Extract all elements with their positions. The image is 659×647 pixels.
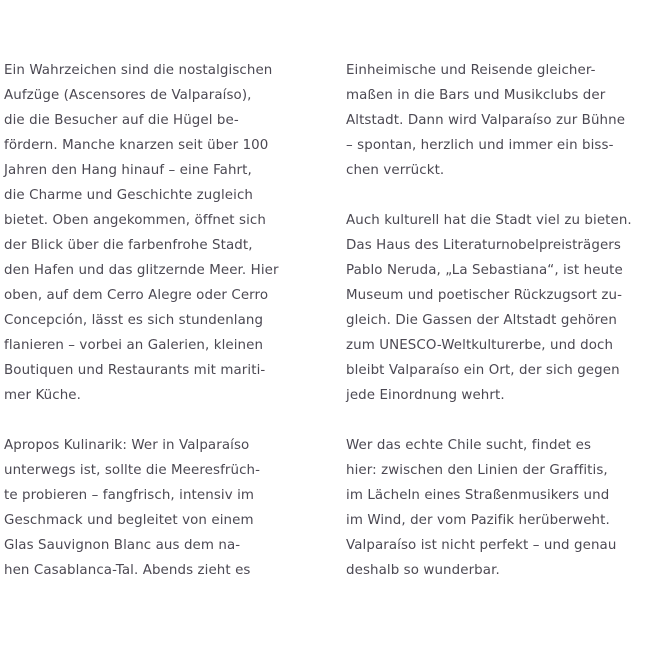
text-line: chen verrückt. bbox=[346, 163, 445, 178]
text-line: Ein Wahrzeichen sind die nostalgischen bbox=[4, 63, 273, 78]
paragraph-fazit bbox=[346, 433, 659, 583]
text-line: oben, auf dem Cerro Alegre oder Cerro bbox=[4, 288, 269, 303]
text-line: im Wind, der vom Pazifik herüberweht. bbox=[346, 513, 610, 528]
text-line: jede Einordnung wehrt. bbox=[346, 388, 505, 403]
text-line: Apropos Kulinarik: Wer in Valparaíso bbox=[4, 438, 250, 453]
text-line: maßen in die Bars und Musikclubs der bbox=[346, 88, 606, 103]
text-line: Boutiquen und Restaurants mit mariti- bbox=[4, 363, 266, 378]
text-column-left bbox=[4, 58, 334, 608]
text-line: Einheimische und Reisende gleicher- bbox=[346, 63, 596, 78]
text-line: te probieren – fangfrisch, intensiv im bbox=[4, 488, 255, 503]
text-line: Altstadt. Dann wird Valparaíso zur Bühne bbox=[346, 113, 626, 128]
text-line: – spontan, herzlich und immer ein biss- bbox=[346, 138, 614, 153]
paragraph-aufzuege bbox=[4, 58, 334, 408]
text-line: unterwegs ist, sollte die Meeresfrüch- bbox=[4, 463, 261, 478]
text-line: Auch kulturell hat die Stadt viel zu bieten. bbox=[346, 213, 632, 228]
paragraph-nachtleben bbox=[346, 58, 659, 183]
text-line: Pablo Neruda, „La Sebastiana“, ist heute bbox=[346, 263, 623, 278]
text-line: deshalb so wunderbar. bbox=[346, 563, 500, 578]
text-line: die die Besucher auf die Hügel be- bbox=[4, 113, 239, 128]
text-line: Das Haus des Literaturnobelpreisträgers bbox=[346, 238, 621, 253]
text-line: hen Casablanca-Tal. Abends zieht es bbox=[4, 563, 251, 578]
text-line: Wer das echte Chile sucht, findet es bbox=[346, 438, 592, 453]
text-line: fördern. Manche knarzen seit über 100 bbox=[4, 138, 269, 153]
text-line: den Hafen und das glitzernde Meer. Hier bbox=[4, 263, 279, 278]
text-line: die Charme und Geschichte zugleich bbox=[4, 188, 253, 203]
text-line: Glas Sauvignon Blanc aus dem na- bbox=[4, 538, 241, 553]
text-line: bietet. Oben angekommen, öffnet sich bbox=[4, 213, 266, 228]
text-line: im Lächeln eines Straßenmusikers und bbox=[346, 488, 610, 503]
text-line: zum UNESCO-Weltkulturerbe, und doch bbox=[346, 338, 614, 353]
text-line: Geschmack und begleitet von einem bbox=[4, 513, 254, 528]
text-line: bleibt Valparaíso ein Ort, der sich gegen bbox=[346, 363, 620, 378]
text-line: gleich. Die Gassen der Altstadt gehören bbox=[346, 313, 617, 328]
text-line: Concepción, lässt es sich stundenlang bbox=[4, 313, 264, 328]
paragraph-kultur bbox=[346, 208, 659, 408]
text-line: Jahren den Hang hinauf – eine Fahrt, bbox=[4, 163, 252, 178]
text-line: hier: zwischen den Linien der Graffitis, bbox=[346, 463, 608, 478]
text-line: flanieren – vorbei an Galerien, kleinen bbox=[4, 338, 264, 353]
text-line: Museum und poetischer Rückzugsort zu- bbox=[346, 288, 623, 303]
text-column-right bbox=[346, 58, 659, 608]
text-line: Aufzüge (Ascensores de Valparaíso), bbox=[4, 88, 252, 103]
paragraph-kulinarik bbox=[4, 433, 334, 583]
text-line: Valparaíso ist nicht perfekt – und genau bbox=[346, 538, 617, 553]
text-line: der Blick über die farbenfrohe Stadt, bbox=[4, 238, 253, 253]
text-line: mer Küche. bbox=[4, 388, 81, 403]
